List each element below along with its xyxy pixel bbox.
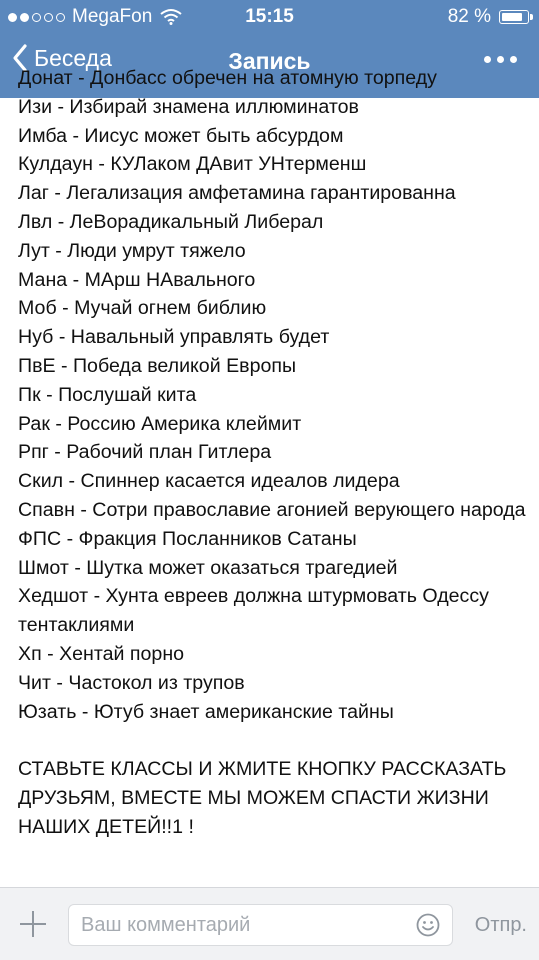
carrier-name: MegaFon	[72, 6, 153, 27]
comment-input[interactable]	[68, 904, 453, 946]
post-content[interactable]	[0, 67, 539, 887]
clock: 15:15	[245, 6, 294, 27]
post-text: Донат - Донбасс обречен на атомную торпеду Изи - Избирай знамена иллюминатов Имба - Иисус может быть абсурдом Кулдаун - КУЛаком ДАвит УНтерменш Лаг - Легализация амфетамина гарантированна Лвл - ЛеВорадикальный Либерал Лут - Люди умрут тяжело Мана - МАрш НАвального Моб - Мучай огнем библию Нуб - Навальный управлять будет ПвЕ - Победа великой Европы Пк - Послушай кита Рак - Россию Америка клеймит Рпг - Рабочий план Гитлера Скил - Спиннер касается идеалов лидера Спавн - Сотри православие агонией верующего народа ФПС - Фракция Посланников Сатаны Шмот - Шутка может оказаться трагедией Хедшот - Хунта евреев должна штурмовать Одессу тентаклиями Хп - Хентай порно Чит - Частокол из трупов Юзать - Ютуб знает американские тайны СТАВЬТЕ КЛАССЫ И ЖМИТЕ КНОПКУ РАССКАЗАТЬ ДРУЗЬЯМ, ВМЕСТЕ МЫ МОЖЕМ СПАСТИ ЖИЗНИ НАШИХ ДЕТЕЙ!!1 !	[18, 67, 526, 838]
page-title: Запись	[228, 48, 311, 74]
status-bar	[0, 0, 539, 34]
comment-bar	[0, 888, 539, 960]
attach-plus-icon[interactable]	[18, 909, 48, 939]
battery-icon	[499, 10, 529, 24]
send-button[interactable]: Отпр.	[474, 914, 527, 936]
back-label: Беседа	[34, 44, 112, 71]
battery-status	[448, 6, 529, 28]
emoji-smile-icon[interactable]	[416, 913, 440, 937]
more-dots-icon	[484, 56, 491, 63]
battery-percent: 82 %	[447, 6, 491, 27]
